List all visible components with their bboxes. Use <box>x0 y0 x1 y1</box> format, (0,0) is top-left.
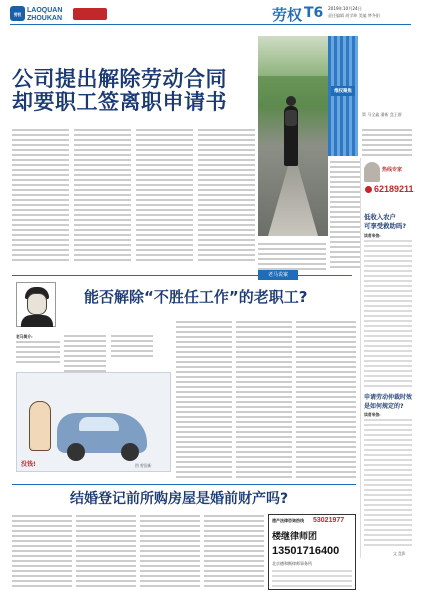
sidebar-q2-title-1: 申请劳动仲裁时效 <box>364 394 413 401</box>
lead-headline-line-2: 却要职工签离职申请书 <box>12 90 227 114</box>
cartoon-wheel-back <box>121 443 139 461</box>
portrait-body <box>21 315 53 327</box>
lead-headline-line-1: 公司提出解除劳动合同 <box>12 67 227 91</box>
cartoon-wheel-front <box>67 443 85 461</box>
banner-reporters: 策 马全鑫 潘新 盘王群 <box>362 112 402 117</box>
sidebar-divider <box>360 158 361 558</box>
sidebar-title-1: 低收入农户 <box>364 213 396 221</box>
column-tag: 老马说案 <box>258 270 298 280</box>
lead-body-col-2 <box>74 128 131 261</box>
page-number: T6 <box>304 5 324 21</box>
issue-editors: 责任编辑 胡学坤 美编 梦冬阳 <box>328 13 380 18</box>
portrait-face <box>27 293 47 315</box>
column-body-col-3 <box>176 320 232 480</box>
sidebar-answer-2 <box>364 418 412 548</box>
lead-body-col-1 <box>12 128 69 261</box>
section-title: 劳权 <box>272 6 303 24</box>
cartoon-credit: 图 曾国新 <box>135 463 152 468</box>
side-strip-tag: 维权聚焦 <box>331 86 355 96</box>
sidebar-answer-1 <box>364 239 412 389</box>
column-byline: 老马简介: <box>16 334 33 339</box>
bottom-headline: 结婚登记前所购房屋是婚前财产吗? <box>70 491 289 507</box>
column-body-col-1 <box>64 334 106 372</box>
hotline-avatar <box>364 162 380 182</box>
column-body-col-5 <box>296 320 356 480</box>
ad-brand: 楼继律师团 <box>272 532 318 542</box>
hotline-phone-icon <box>365 186 372 193</box>
bottom-body-col-1 <box>12 514 72 588</box>
bottom-body-col-3 <box>140 514 200 588</box>
cartoon-person <box>29 401 51 451</box>
ad-phone-1: 53021977 <box>313 517 345 524</box>
column-headline-quote: “不胜任工作” <box>144 288 239 306</box>
sidebar-q2-title-2: 是如何规定的? <box>364 403 404 410</box>
sidebar-title-2: 可享受救助吗? <box>364 222 407 230</box>
column-top-rule <box>12 275 352 276</box>
brand-logo-mark <box>10 6 25 21</box>
columnist-portrait <box>16 282 56 327</box>
bottom-body-col-4 <box>204 514 264 588</box>
sidebar-author: 文 盘影 <box>393 551 406 556</box>
brand-logo-text: 劳权 <box>13 12 22 17</box>
photo-person-head <box>286 96 296 106</box>
sidebar-q-label: 读者来信: <box>364 233 381 238</box>
lead-body-col-5 <box>258 242 326 272</box>
brand-en-line-2: ZHOUKAN <box>27 15 62 22</box>
sidebar-q2-label: 读者来信: <box>364 412 381 417</box>
side-strip <box>328 36 358 156</box>
masthead-rule <box>10 24 411 25</box>
ad-phone-2: 13501716400 <box>272 545 340 557</box>
cartoon <box>16 372 171 472</box>
hotline-label: 热线专家 <box>382 167 403 173</box>
hotline-block <box>362 160 412 210</box>
bottom-body-col-2 <box>76 514 136 588</box>
lead-body-col-7 <box>362 128 412 158</box>
lead-body-col-4 <box>198 128 255 261</box>
photo-backpack <box>285 110 297 126</box>
column-headline-suffix: 的老职工? <box>238 288 308 306</box>
ad-law-firm: 北京德和衡律师事务所 <box>272 561 312 566</box>
lead-body-col-3 <box>136 128 193 261</box>
issue-date: 2019年10月24日 <box>328 6 362 11</box>
column-intro-text <box>16 340 60 365</box>
cartoon-car-window <box>79 417 119 431</box>
photo-sky <box>258 36 328 76</box>
ad-label: 遗产法律咨询热线 <box>272 518 304 523</box>
lead-body-col-6 <box>330 160 360 270</box>
ad-block <box>268 514 356 590</box>
lead-photo <box>258 36 328 236</box>
cartoon-caption: 没钱! <box>21 461 36 468</box>
column-headline <box>84 286 307 307</box>
column-body-col-4 <box>236 320 292 480</box>
brand-en-line-1: LAOQUAN <box>27 7 63 14</box>
photo-walkway <box>268 166 318 236</box>
newspaper-seal <box>73 8 107 20</box>
column-body-col-2 <box>111 334 153 358</box>
ad-fine-print <box>272 569 352 587</box>
column-headline-prefix: 能否解除 <box>84 288 145 306</box>
lead-headline <box>12 68 252 114</box>
bottom-top-rule <box>12 484 356 485</box>
hotline-number: 62189211 <box>374 184 414 194</box>
